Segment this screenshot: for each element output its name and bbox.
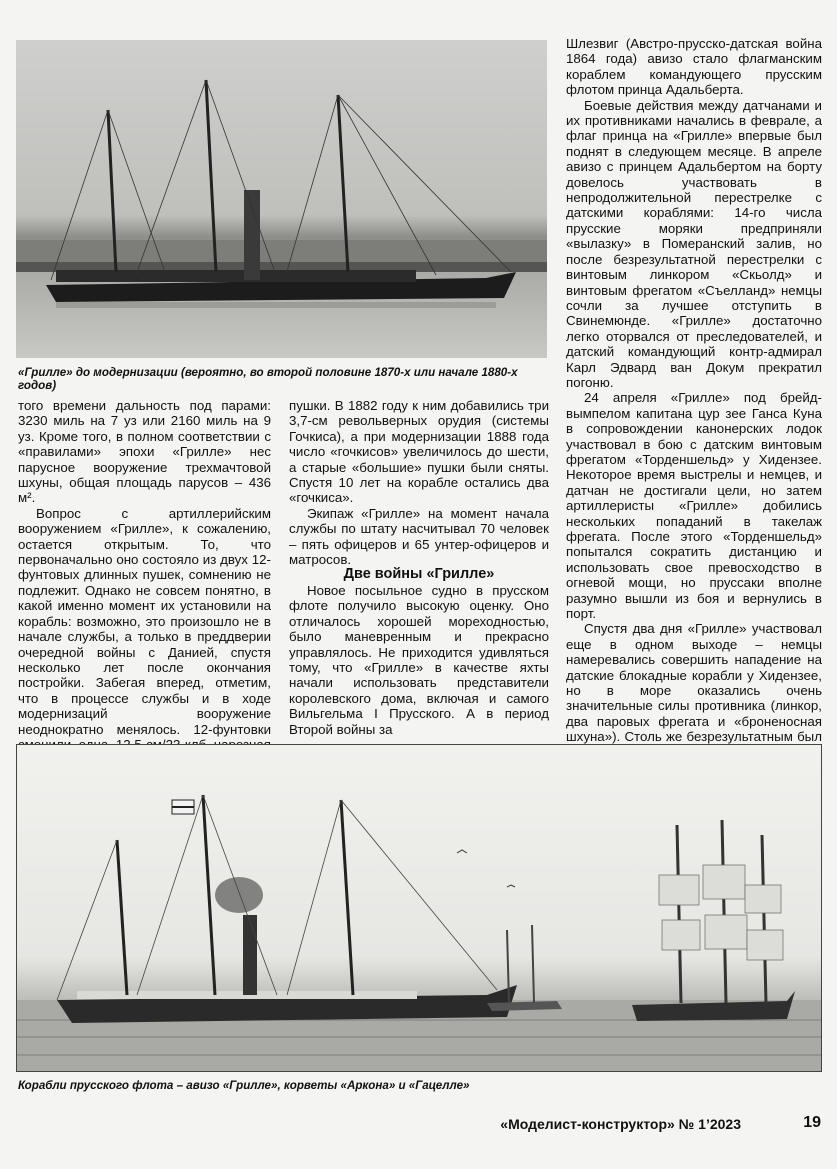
- ship-photo-illustration: [16, 40, 547, 358]
- paragraph: Шлезвиг (Австро-прусско-датская война 1864 года) авизо стало флагманским кораблем командующего прусским флотом принца Адальберта.: [566, 36, 822, 98]
- paragraph: того времени дальность под парами: 3230 миль на 7 уз или 2160 миль на 9 уз. Кроме того, в полном соответствии с «правилами» эпохи «Грилле» нес парусное вооружение трехмачтовой шхуны, общая площадь парусов – 436 м².: [18, 398, 271, 506]
- bottom-illustration: [16, 744, 822, 1072]
- page-number: 19: [803, 1114, 821, 1131]
- paragraph: Экипаж «Грилле» на момент начала службы по штату насчитывал 70 человек – пять офицеров и 65 унтер-офицеров и матросов.: [289, 505, 549, 568]
- paragraph: Новое посыльное судно в прусском флоте получило высокую оценку. Оно отличалось хорошей мореходностью, было маневренным и прекрасно управлялось. Не приходится удивляться тому, что «Грилле» в качестве яхты начали использовать представители королевского дома, включая и самого Вильгельма I Прусского. А в период Второй войны за: [289, 582, 549, 737]
- top-photo: [16, 40, 547, 358]
- left-column: [18, 398, 271, 783]
- fleet-illustration: [17, 745, 821, 1071]
- section-heading: Две войны «Грилле»: [343, 566, 495, 583]
- right-column-top: [566, 36, 822, 791]
- paragraph: Вопрос с артиллерийским вооружением «Грилле», к сожалению, остается открытым. То, что первоначально оно состояло из двух 12-фунтовых длинных пушек, сомнению не подлежит. Однако не совсем понятно, в какой именно момент их установили на корабль: возможно, это произошло не в начале службы, а только в преддверии очередной войны с Данией, спустя несколько лет после окончания постройки. Забегая вперед, отметим, что в процессе службы и в ходе модернизаций вооружение неоднократно менялось. 12-фунтовки: [18, 505, 271, 737]
- paragraph: Спустя два дня «Грилле» участвовал еще в одном выходе – немцы намеревались совершить нападение на датские блокадные корабли у Хидензее, но в море оказались очень значительные силы противника (линкор, два паровых фрегата и «броненосная шхуна»). Столь же безрезультатным был: [566, 621, 822, 745]
- paragraph: 24 апреля «Грилле» под брейд-вымпелом капитана цур зее Ганса Куна в сопровождении канонерских лодок участвовал в бою с датским винтовым фрегатом «Торденшельд» у Хидензее. Некоторое время выстрелы и немцев, и датчан не достигали цели, но затем артиллеристы «Грилле» добились нескольких попаданий в такелаж фрегата. После этого «Торденшельд» попытался сократить дистанцию и использовать свое превосходство в огневой мощи, но пруссаки вполне разумно вышли из боя и вернулись в порт.: [566, 390, 822, 622]
- middle-column: [289, 398, 549, 737]
- bottom-illustration-caption: Корабли прусского флота – авизо «Грилле», корветы «Аркона» и «Гацелле»: [18, 1079, 470, 1092]
- paragraph: Боевые действия между датчанами и их противниками начались в феврале, а флаг принца на «Грилле» впервые был поднят в следующем месяце. В апреле авизо с принцем Адальбертом на борту довелось участвовать в непродолжительной перестрелке с датскими кораблями: 14-го числа прусские моряки предприняли «вылазку» в Померанский залив, но после безрезультатной перестрелки с винтовым линкором «Скьолд» и винтовым фрегатом «Съелланд» немцы сочли за лучшее отступить в Свинемюнде. «Грилле» достаточно легко оторвался от преследователей, и датский командующий контр-адмирал Карл Эдвард ван Докум прекратил погоню.: [566, 97, 822, 390]
- top-photo-caption: «Грилле» до модернизации (вероятно, во второй половине 1870-х или начале 1880-х годов): [18, 366, 518, 392]
- magazine-title: «Моделист-конструктор» № 1’2023: [500, 1116, 741, 1132]
- paragraph: пушки. В 1882 году к ним добавились три 3,7-см револьверных орудия (системы Гочкиса), а при модернизации 1888 года число «гочкисов» увеличилось до шести, а старые «большие» пушки были сняты. Спустя 10 лет на корабле остались два «гочкиса».: [289, 398, 549, 506]
